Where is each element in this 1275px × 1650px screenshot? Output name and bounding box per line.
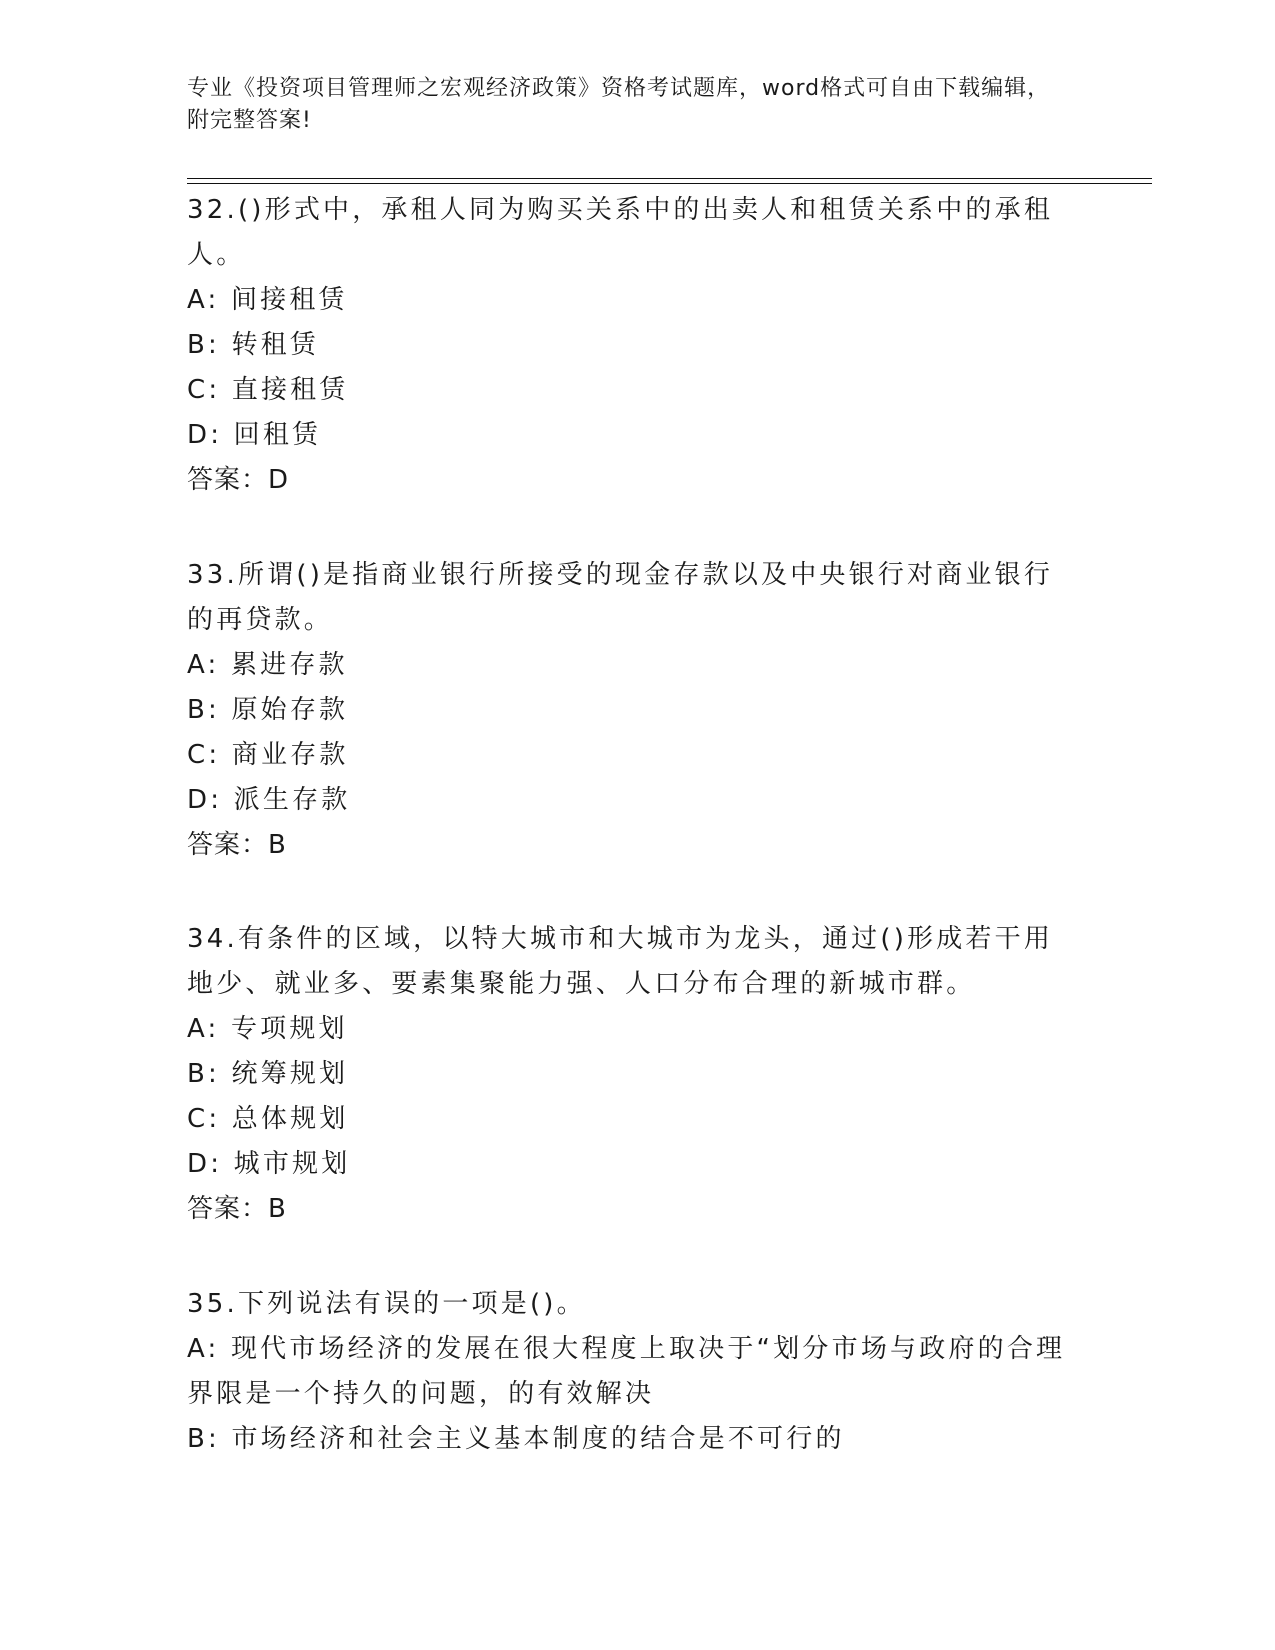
question-stem: 33.所谓()是指商业银行所接受的现金存款以及中央银行对商业银行的再贷款。 [187,560,1054,635]
option-a: A: 间接租赁 [187,285,348,315]
document-header-description: 专业《投资项目管理师之宏观经济政策》资格考试题库，word格式可自由下载编辑，附完整答案! [187,76,1051,133]
question-32 [187,188,1077,503]
question-35 [187,1282,1077,1462]
option-a: A: 现代市场经济的发展在很大程度上取决于“划分市场与政府的合理界限是一个持久的问题，的有效解决 [187,1334,1066,1409]
answer-line: 答案：D [187,465,290,495]
question-stem: 35.下列说法有误的一项是()。 [187,1289,586,1319]
answer-line: 答案：B [187,830,287,860]
question-33 [187,553,1077,868]
option-b: B: 原始存款 [187,695,349,725]
header-divider-bottom [187,183,1152,184]
option-c: C: 直接租赁 [187,375,349,405]
question-34 [187,917,1077,1232]
option-c: C: 商业存款 [187,740,349,770]
option-b: B: 市场经济和社会主义基本制度的结合是不可行的 [187,1424,845,1454]
option-a: A: 专项规划 [187,1014,348,1044]
question-stem: 32.()形式中，承租人同为购买关系中的出卖人和租赁关系中的承租人。 [187,195,1054,270]
option-d: D: 城市规划 [187,1149,351,1179]
header-divider-top [187,178,1152,179]
question-stem: 34.有条件的区域，以特大城市和大城市为龙头，通过()形成若干用地少、就业多、要素集聚能力强、人口分布合理的新城市群。 [187,924,1054,999]
option-b: B: 统筹规划 [187,1059,349,1089]
option-d: D: 回租赁 [187,420,322,450]
option-c: C: 总体规划 [187,1104,349,1134]
option-d: D: 派生存款 [187,785,351,815]
answer-line: 答案：B [187,1194,287,1224]
option-b: B: 转租赁 [187,330,320,360]
option-a: A: 累进存款 [187,650,348,680]
